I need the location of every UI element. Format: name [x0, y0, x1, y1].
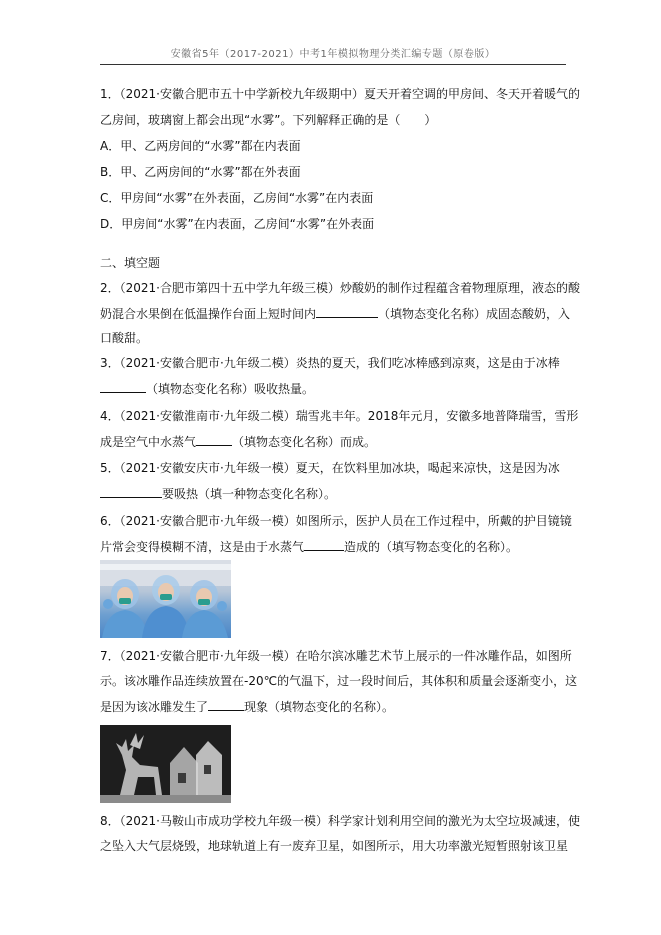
q1-option-a: A．甲、乙两房间的“水雾”都在内表面 [100, 139, 301, 153]
q3-stem-line2 [100, 380, 314, 397]
q4-stem-line1: 4．（2021·安徽淮南市·九年级二模）瑞雪兆丰年。2018年元月，安徽多地普降瑞雪，雪形 [100, 409, 579, 423]
q7-answer-blank [208, 698, 244, 711]
q8-stem-line1: 8．（2021·马鞍山市成功学校九年级一模）科学家计划利用空间的激光为太空垃圾减速，使 [100, 814, 580, 828]
page-header: 安徽省5年（2017-2021）中考1年模拟物理分类汇编专题（原卷版） [100, 45, 566, 65]
q7-stem-line2: 示。该冰雕作品连续放置在-20℃的气温下，过一段时间后，其体积和质量会逐渐变小，这 [100, 674, 578, 688]
q6-text-before-blank: 片常会变得模糊不清，这是由于水蒸气 [100, 540, 305, 554]
q7-ice-sculpture-photo [100, 725, 231, 803]
q3-answer-blank [100, 380, 146, 393]
q2-stem-line3: 口酸甜。 [100, 331, 149, 345]
q2-stem-line1: 2．（2021·合肥市第四十五中学九年级三模）炒酸奶的制作过程蕴含着物理原理，液态的酸 [100, 281, 580, 295]
q7-stem-line1: 7．（2021·安徽合肥市·九年级一模）在哈尔滨冰雕艺术节上展示的一件冰雕作品，如图所 [100, 649, 572, 663]
q5-stem-line1: 5．（2021·安徽安庆市·九年级一模）夏天，在饮料里加冰块，喝起来凉快，这是因为冰 [100, 461, 560, 475]
q5-stem-line2 [100, 485, 336, 502]
q7-text-before-blank: 是因为该冰雕发生了 [100, 700, 209, 714]
q6-stem-line1: 6．（2021·安徽合肥市·九年级一模）如图所示，医护人员在工作过程中，所戴的护目镜镜 [100, 514, 572, 528]
q2-answer-blank [316, 305, 378, 318]
q3-text-after-blank: （填物态变化名称）吸收热量。 [146, 382, 315, 396]
q2-text-before-blank: 奶混合水果倒在低温操作台面上短时间内 [100, 307, 317, 321]
q2-stem-line2 [100, 305, 570, 322]
q6-text-after-blank: 造成的（填写物态变化的名称）。 [344, 540, 519, 554]
q2-text-after-blank: （填物态变化名称）成固态酸奶，入 [378, 307, 571, 321]
q4-answer-blank [196, 433, 232, 446]
q1-option-c: C．甲房间“水雾”在外表面，乙房间“水雾”在内表面 [100, 191, 374, 205]
q4-text-before-blank: 成是空气中水蒸气 [100, 435, 197, 449]
q6-medical-staff-photo [100, 560, 231, 638]
q7-stem-line3 [100, 698, 394, 715]
q7-photo-illustration [100, 725, 231, 803]
q1-stem-line1: 1．（2021·安徽合肥市五十中学新校九年级期中）夏天开着空调的甲房间、冬天开着暖气的 [100, 87, 580, 101]
q1-option-b: B．甲、乙两房间的“水雾”都在外表面 [100, 165, 301, 179]
q6-photo-illustration [100, 560, 231, 638]
q5-answer-blank [100, 485, 162, 498]
q7-text-after-blank: 现象（填物态变化的名称）。 [244, 700, 395, 714]
q5-text-after-blank: 要吸热（填一种物态变化名称）。 [162, 487, 337, 501]
q1-option-d: D．甲房间“水雾”在内表面，乙房间“水雾”在外表面 [100, 217, 375, 231]
q4-stem-line2 [100, 433, 376, 450]
q6-stem-line2 [100, 538, 518, 555]
q8-stem-line2: 之坠入大气层烧毁，地球轨道上有一废弃卫星，如图所示，用大功率激光短暂照射该卫星 [100, 839, 569, 853]
q3-stem-line1: 3．（2021·安徽合肥市·九年级二模）炎热的夏天，我们吃冰棒感到凉爽，这是由于冰棒 [100, 356, 560, 370]
section-title-fill-in: 二、填空题 [100, 256, 161, 270]
q4-text-after-blank: （填物态变化名称）而成。 [232, 435, 377, 449]
q6-answer-blank [304, 538, 344, 551]
q1-stem-line2: 乙房间，玻璃窗上都会出现“水雾”。下列解释正确的是（ ） [100, 113, 437, 127]
